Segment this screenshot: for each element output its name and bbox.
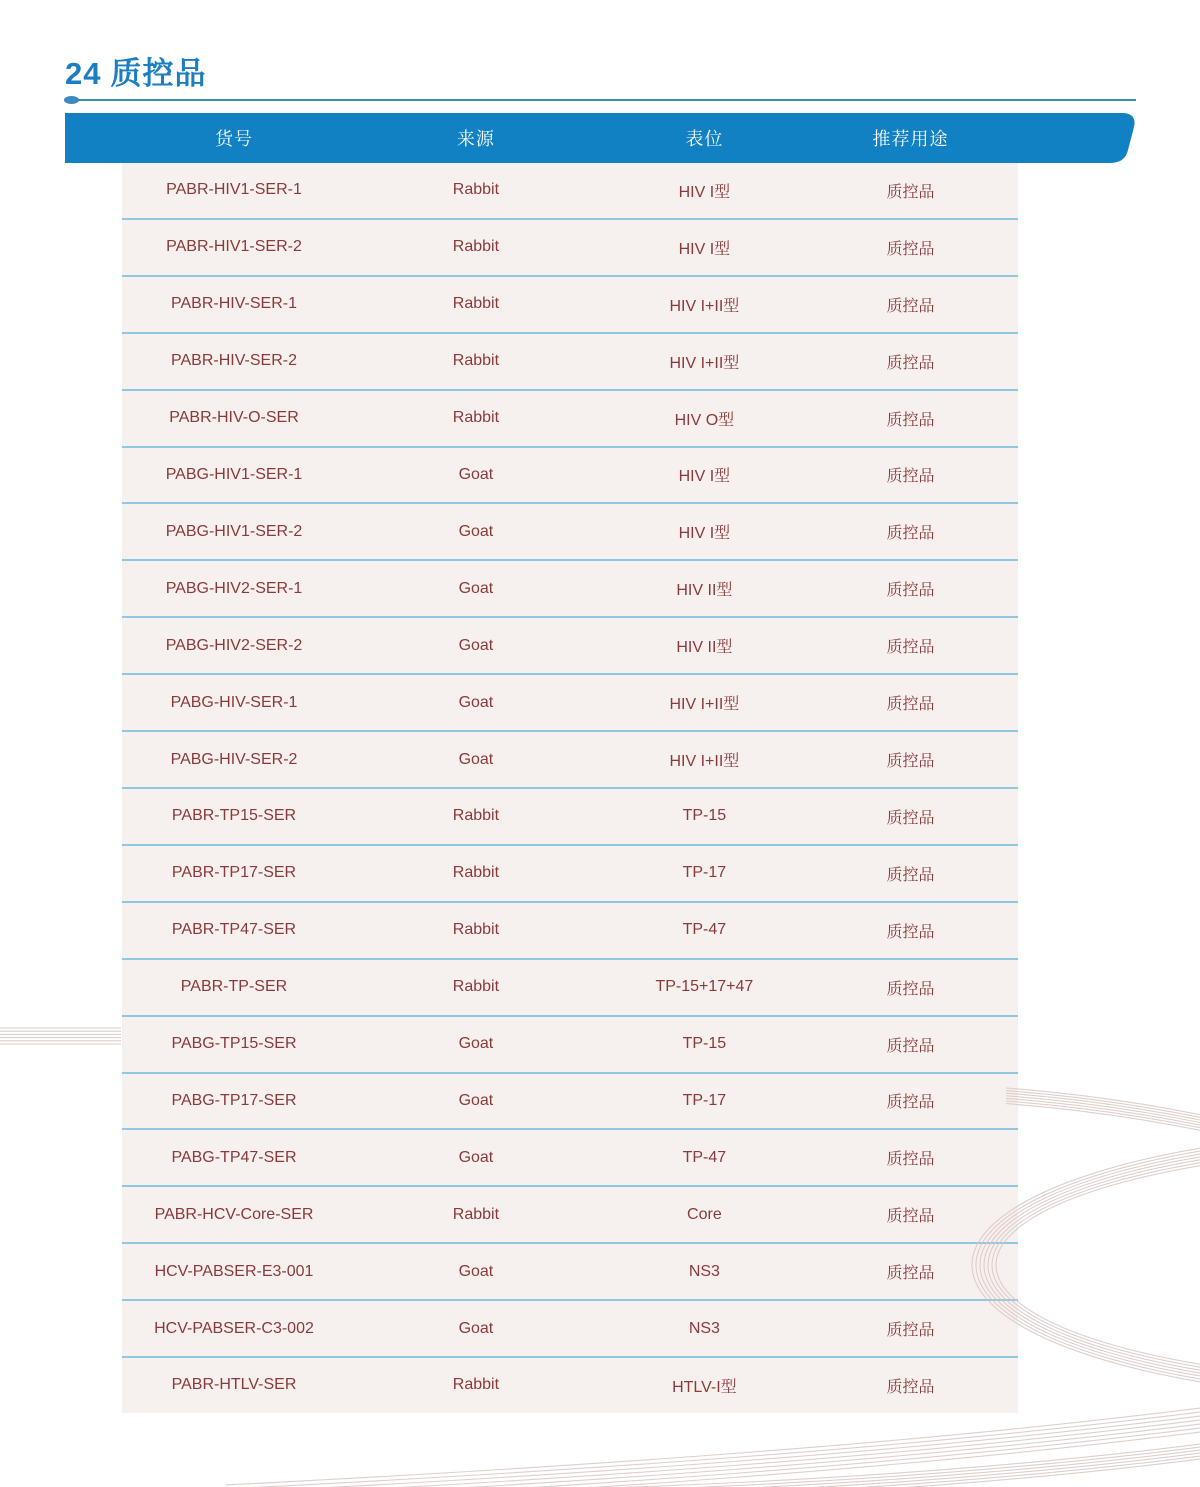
table-header-row (122, 113, 1018, 163)
title-underline (74, 99, 1136, 101)
cell-catalog: PABG-HIV-SER-2 (170, 750, 298, 768)
cell-use: 质控品 (886, 980, 935, 998)
cell-source: Rabbit (452, 921, 500, 939)
table-row (122, 1128, 1018, 1185)
cell-epitope: TP-47 (682, 1148, 727, 1166)
cell-epitope: HIV I+II型 (669, 354, 740, 372)
cell-epitope: HIV I+II型 (669, 753, 740, 771)
cell-epitope: HIV I型 (678, 183, 731, 201)
table-row (122, 844, 1018, 901)
cell-use: 质控品 (886, 1208, 935, 1226)
cell-epitope: HIV I+II型 (669, 297, 740, 315)
cell-source: Rabbit (452, 238, 500, 256)
cell-source: Rabbit (452, 352, 500, 370)
cell-use: 质控品 (886, 183, 935, 201)
cell-use: 质控品 (886, 240, 935, 258)
table-row (122, 673, 1018, 730)
cell-catalog: PABG-HIV2-SER-1 (165, 579, 303, 597)
cell-source: Rabbit (452, 864, 500, 882)
cell-use: 质控品 (886, 753, 935, 771)
cell-catalog: PABG-TP15-SER (171, 1035, 297, 1053)
cell-catalog: HCV-PABSER-E3-001 (154, 1262, 314, 1280)
cell-use: 质控品 (886, 639, 935, 657)
cell-epitope: NS3 (688, 1262, 720, 1280)
cell-catalog: PABR-HTLV-SER (171, 1376, 297, 1394)
cell-epitope: TP-15 (682, 807, 727, 825)
cell-epitope: NS3 (688, 1319, 720, 1337)
cell-epitope: HIV I型 (678, 468, 731, 486)
cell-use: 质控品 (886, 582, 935, 600)
table-row (122, 502, 1018, 559)
table-row (122, 163, 1018, 218)
table-row (122, 332, 1018, 389)
cell-epitope: HIV I型 (678, 525, 731, 543)
cell-epitope: Core (687, 1205, 722, 1223)
cell-epitope: HIV I型 (678, 240, 731, 258)
cell-epitope: TP-17 (682, 1091, 727, 1109)
cell-source: Rabbit (452, 295, 500, 313)
cell-source: Rabbit (452, 409, 500, 427)
cell-catalog: PABR-TP17-SER (171, 864, 297, 882)
page-title (65, 48, 206, 93)
cell-catalog: PABR-HIV-SER-1 (171, 295, 297, 313)
cell-catalog: PABR-HCV-Core-SER (154, 1205, 314, 1223)
cell-catalog: HCV-PABSER-C3-002 (154, 1319, 314, 1337)
product-table (122, 163, 1018, 1413)
column-header-use: 推荐用途 (872, 129, 949, 149)
cell-catalog: PABR-TP15-SER (171, 807, 297, 825)
cell-catalog: PABR-HIV-SER-2 (171, 352, 297, 370)
cell-epitope: HIV I+II型 (669, 696, 740, 714)
cell-use: 质控品 (886, 354, 935, 372)
table-row (122, 275, 1018, 332)
cell-epitope: HIV II型 (676, 639, 733, 657)
cell-catalog: PABG-HIV1-SER-2 (165, 522, 303, 540)
title-dot-decor (64, 96, 79, 104)
table-row (122, 446, 1018, 503)
cell-source: Goat (458, 522, 494, 540)
cell-catalog: PABG-HIV-SER-1 (170, 693, 298, 711)
cell-use: 质控品 (886, 809, 935, 827)
cell-use: 质控品 (886, 696, 935, 714)
cell-epitope: HIV II型 (676, 582, 733, 600)
cell-catalog: PABR-HIV-O-SER (169, 409, 299, 427)
table-row (122, 901, 1018, 958)
cell-use: 质控品 (886, 1378, 935, 1396)
cell-use: 质控品 (886, 1094, 935, 1112)
cell-catalog: PABG-HIV2-SER-2 (165, 636, 303, 654)
column-header-source: 来源 (456, 129, 495, 149)
cell-use: 质控品 (886, 923, 935, 941)
cell-epitope: TP-15 (682, 1035, 727, 1053)
cell-source: Rabbit (452, 807, 500, 825)
cell-catalog: PABR-HIV1-SER-2 (166, 238, 302, 256)
table-row (122, 218, 1018, 275)
cell-source: Goat (458, 465, 494, 483)
cell-epitope: TP-47 (682, 921, 727, 939)
cell-use: 质控品 (886, 1151, 935, 1169)
table-row (122, 1072, 1018, 1129)
cell-source: Goat (458, 693, 494, 711)
cell-use: 质控品 (886, 866, 935, 884)
cell-source: Rabbit (452, 978, 500, 996)
cell-use: 质控品 (886, 411, 935, 429)
column-header-catalog: 货号 (215, 129, 253, 149)
cell-catalog: PABG-TP47-SER (171, 1148, 297, 1166)
section-number: 24 (65, 56, 102, 91)
cell-source: Goat (458, 579, 494, 597)
cell-use: 质控品 (886, 1037, 935, 1055)
table-row (122, 389, 1018, 446)
cell-epitope: HTLV-I型 (672, 1378, 737, 1396)
cell-use: 质控品 (886, 525, 935, 543)
cell-catalog: PABG-TP17-SER (171, 1091, 297, 1109)
cell-use: 质控品 (886, 1322, 935, 1340)
cell-epitope: TP-17 (682, 864, 727, 882)
cell-epitope: TP-15+17+47 (655, 978, 754, 996)
table-row (122, 1356, 1018, 1413)
cell-epitope: HIV O型 (674, 411, 735, 429)
cell-catalog: PABG-HIV1-SER-1 (165, 465, 303, 483)
cell-source: Goat (458, 1148, 494, 1166)
cell-source: Goat (458, 1035, 494, 1053)
cell-source: Goat (458, 1319, 494, 1337)
cell-use: 质控品 (886, 468, 935, 486)
cell-use: 质控品 (886, 1265, 935, 1283)
table-row (122, 1015, 1018, 1072)
table-row (122, 1242, 1018, 1299)
table-row (122, 559, 1018, 616)
table-row (122, 730, 1018, 787)
table-row (122, 1299, 1018, 1356)
cell-source: Rabbit (452, 1376, 500, 1394)
cell-use: 质控品 (886, 297, 935, 315)
table-row (122, 616, 1018, 673)
cell-source: Rabbit (452, 1205, 500, 1223)
table-row (122, 1185, 1018, 1242)
cell-source: Goat (458, 1262, 494, 1280)
column-header-epitope: 表位 (685, 129, 724, 149)
cell-catalog: PABR-TP47-SER (171, 921, 297, 939)
cell-source: Goat (458, 636, 494, 654)
cell-source: Rabbit (452, 181, 500, 199)
section-title: 质控品 (110, 56, 207, 91)
table-row (122, 958, 1018, 1015)
cell-catalog: PABR-TP-SER (180, 978, 288, 996)
cell-catalog: PABR-HIV1-SER-1 (166, 181, 302, 199)
cell-source: Goat (458, 1091, 494, 1109)
table-row (122, 787, 1018, 844)
cell-source: Goat (458, 750, 494, 768)
